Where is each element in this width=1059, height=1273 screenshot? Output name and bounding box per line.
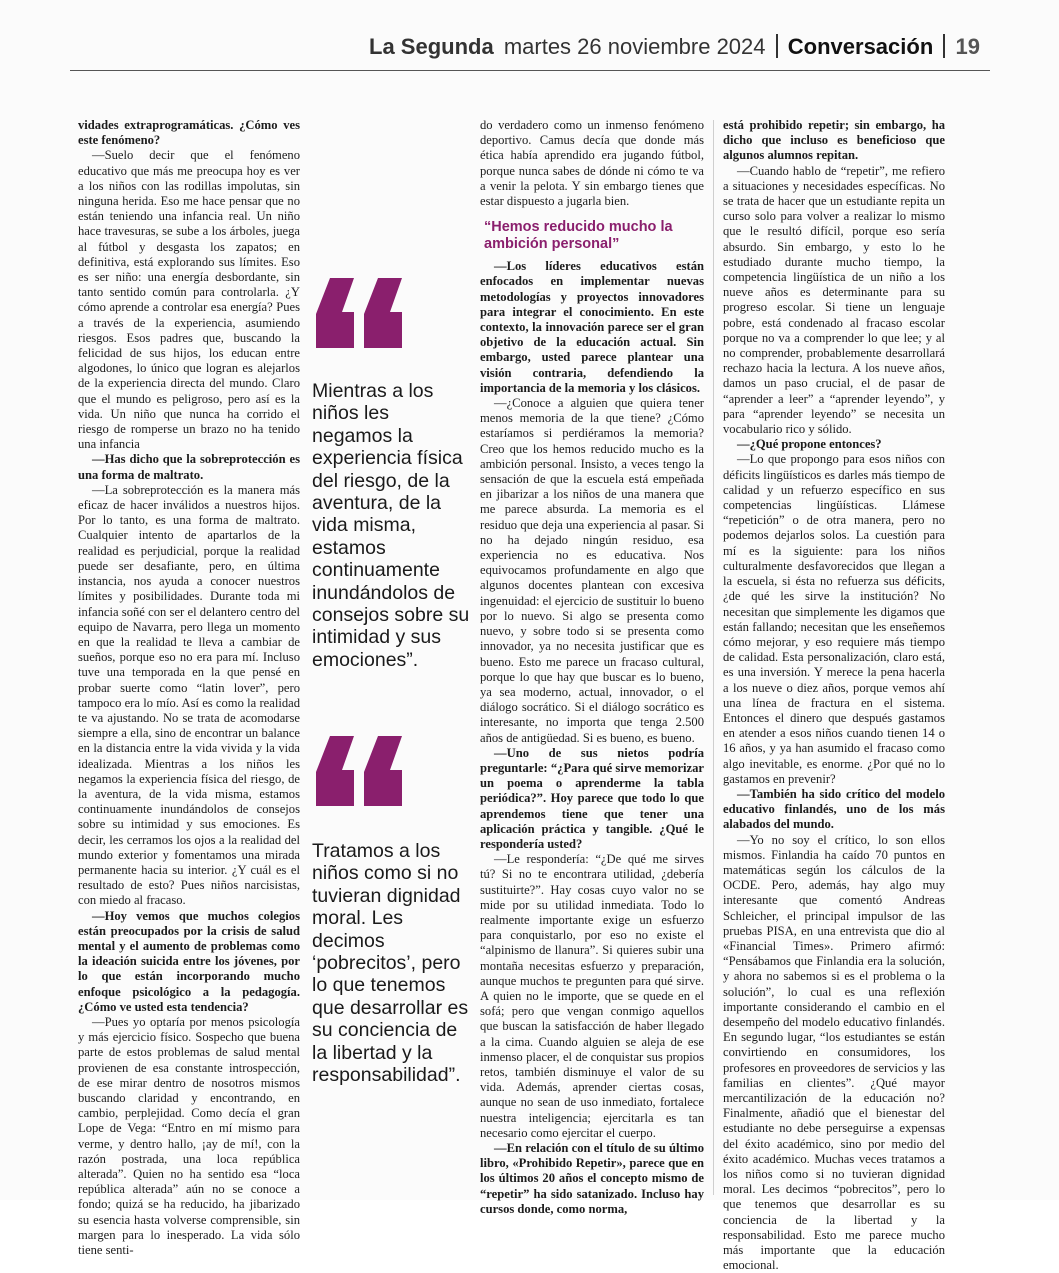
answer-paragraph: —Yo no soy el crítico, lo son ellos mismos. Finlandia ha caído 70 puntos en matemáticas según los cálculos de la OCDE. Pero, además, hay algo muy interesante que comentó Andreas Schleicher, el principal impulsor de las pruebas PISA, en una entrevista que dio al «Financial Times». Primero afirmó: “Pensábamos que Finlandia era la solución, y ahora no sabemos si es el problema o la solución”, lo cual es una reflexión importante considerando el cambio en el desempeño del modelo educativo finlandés. En segundo lugar, “los estudiantes se están convirtiendo en consumidores, los profesores en proveedores de servicios y las familias en clientes”. ¿Qué mayor mercantilización de la educación no? Finalmente, añadió que el bienestar del estudiante no debe perseguirse a expensas del éxito académico, sino por medio del éxito académico. Muchas veces tratamos a los niños como si no tuvieran dignidad moral. Les decimos “pobrecitos”, pero lo que tenemos que desarrollar es su conciencia de la libertad y la responsabilidad. Esto me parece mucho más importante que la educación emocional. — [723, 832, 945, 1273]
question-paragraph: vidades extraprogramáticas. ¿Cómo ves este fenómeno? — [78, 118, 300, 148]
answer-paragraph: —La sobreprotección es la manera más eficaz de hacer inválidos a nuestros hijos. Por lo tanto, es una forma de maltrato. Cualquier intento de apartarlos de la realidad es perjudicial, porque la realidad puede ser desafiante, pero, en última instancia, nos ayuda a conocer nuestros límites y posibilidades. Durante toda mi infancia soñé con ser el delantero centro del equipo de Navarra, pero llega un momento en que la realidad te lleva a cambiar de sueños, porque eso no era para mí. Incluso tuve una temporada en la que pensé en probar suerte como “latin lover”, pero tampoco era lo mío. Así es como la realidad te va ajustando. No se trata de acomodarse siempre a ella, sino de encontrar un balance en la distancia entre la vida vivida y la vida idealizada. Mientras a los niños les negamos la experiencia física del riesgo, de la aventura, de la vida misma, estamos continuamente inundándolos de consejos sobre su intimidad y sus emociones. Es decir, les cerramos los ojos a la realidad del mundo exterior y fomentamos una mirada permanente hacia su interior. ¿Y cuál es el resultado de esto? Pues niños narcisistas, con miedo al fracaso. — [78, 482, 300, 908]
answer-paragraph: —Suelo decir que el fenómeno educativo que más me preocupa hoy es ver a los niños con las rodillas impolutas, sin ninguna herida. Eso me hace pensar que no están teniendo una infancia real. Un niño hace travesuras, se sube a los árboles, juega al fútbol y desgasta los zapatos; en definitiva, está explorando sus límites. Eso es ser niño: una energía desbordante, sin tanto sentido común para controlarla. ¿Y cómo aprende a controlar esa energía? Pues a través de la experiencia, asumiendo riesgos. Esos padres que, buscando la felicidad de sus hijos, los educan entre algodones, lo único que logran es alejarlos de la experiencia directa del mundo. Claro que el mundo es peligroso, pero así es la vida. Un niño que nunca ha corrido el riesgo de romperse un brazo no ha tenido una infancia — [78, 148, 300, 452]
answer-paragraph: —Le respondería: “¿De qué me sirves tú? Si no te encontrara utilidad, ¿debería sustituirte?”. Hay cosas cuyo valor no se mide por su utilidad inmediata. Todo lo realmente importante exige un esfuerzo para conquistarlo, por eso no existe el “alpinismo de llanura”. Si quieres subir una montaña necesitas esfuerzo y preparación, aunque muchos te pregunten para qué sirve. A quien no le importe, que se quede en el sofá; pero que vengan conmigo aquellos que buscan la satisfacción de haber llegado a la cima. Cuando alguien se aleja de ese inmenso placer, el de conquistar sus propios retos, también disminuye el valor de su vida. Además, aprender ciertas cosas, aunque no sean de uso inmediato, fortalece nuestra inteligencia; ejercitarla es tan necesario como ejercitar el cuerpo. — [480, 852, 704, 1140]
question-paragraph: —En relación con el título de su último libro, «Prohibido Repetir», parece que en los últimos 20 años el concepto mismo de “repetir” ha sido satanizado. Incluso hay cursos donde, como norma, — [480, 1141, 704, 1216]
section-name: Conversación — [787, 34, 934, 59]
article-column-1 — [78, 118, 300, 1258]
page-header — [70, 30, 990, 71]
pull-quote: Tratamos a los niños como si no tuvieran dignidad moral. Les decimos ‘pobrecitos’, pero lo que tenemos que desarrollar es su conciencia de la libertad y la responsabilidad”. — [312, 840, 469, 1087]
question-paragraph: —¿Qué propone entonces? — [737, 437, 882, 452]
issue-date: martes 26 noviembre 2024 — [503, 34, 766, 59]
question-paragraph: —Uno de sus nietos podría preguntarle: “¿Para qué sirve memorizar un poema o aprenderme la tabla periódica?”. Hoy parece que todo lo que aprendemos tiene que tener una aplicación práctica y tangible. ¿Qué le respondería usted? — [480, 745, 704, 851]
answer-paragraph: do verdadero como un inmenso fenómeno deportivo. Camus decía que donde más ética había aprendido era jugando fútbol, porque nunca sabes de dónde ni cómo te va a venir la pelota. Y sin embargo tienes que estar dispuesto a jugarla bien. — [480, 118, 704, 209]
answer-paragraph: —Pues yo optaría por menos psicología y más ejercicio físico. Sospecho que buena parte de estos problemas de salud mental provienen de esa constante introspección, de ese mirar dentro de nosotros mismos buscando claridad y encontrando, en cambio, perplejidad. Como decía el gran Lope de Vega: “Entro en mí mismo para verme, y dentro hallo, ¡ay de mí!, con la razón postrada, una loca república alterada”. Quien no ha sentido esa “loca república alterada” aún no se conoce a fondo; quizá se ha reducido, ha jibarizado su esencia hasta volverse comprensible, sin margen para lo inesperado. La vida sólo tiene senti- — [78, 1014, 300, 1258]
column-divider — [713, 120, 714, 1195]
pull-quote: Mientras a los niños les negamos la experiencia física del riesgo, de la aventura, de la vida misma, estamos continuamente inundándolos de consejos sobre su intimidad y sus emociones”. — [312, 380, 470, 671]
header-divider — [776, 34, 778, 58]
page-number: 19 — [955, 34, 980, 59]
article-column-4 — [723, 118, 945, 1273]
subheading: “Hemos reducido mucho la ambición personal” — [484, 219, 673, 253]
quote-mark-icon — [312, 270, 422, 350]
article-column-3 — [480, 118, 704, 1216]
answer-paragraph: —¿Conoce a alguien que quiera tener menos memoria de la que tiene? ¿Cómo estaríamos si perdiéramos la memoria? Creo que los hemos reducido mucho es la ambición personal. Insisto, a veces tengo la sensación de que la escuela está empeñada en jibarizar a los niños de una manera que me parece absurda. La memoria es el residuo que deja una experiencia al pasar. Si no ha dejado ningún residuo, esa experiencia no es educativa. Nos equivocamos profundamente en algo que algunos docentes plantean con excesiva ingenuidad: el ejercicio de sustituir lo bueno por lo nuevo. Si algo se presenta como nuevo, y sobre todo si se presenta como innovador, ya no necesita justificar que es bueno. Esto me parece un fracaso cultural, porque lo que hay que buscar es lo bueno, ya sea moderno, actual, innovador, o el diálogo socrático. Si el diálogo socrático es interesante, no importa que tenga 2.500 años de antigüedad. Si es bueno, es bueno. — [480, 396, 704, 745]
answer-paragraph: —Lo que propongo para esos niños con déficits lingüísticos es darles más tiempo de calidad y un refuerzo específico en sus competencias lingüísticas. Llámese “repetición” o de otra manera, pero no podemos dejarlos solos. La cuestión para mí es la siguiente: para los niños culturalmente desfavorecidos que llegan a la escuela, si ésta no refuerza sus déficits, ¿de qué les sirve la institución? No necesitan que simplemente les digamos que están fallando; necesitan que les enseñemos cómo mejorar, y eso requiere más tiempo de calidad. Esta personalización, claro está, es una inversión. Y merece la pena hacerla a los nueve o diez años, porque vemos ahí una línea de fractura en el sistema. Entonces el dinero que después gastamos en atender a esos niños cuando tienen 14 o 16 años, y ya han asumido el fracaso como algo inevitable, es enorme. ¿Por qué no lo gastamos en prevenir? — [723, 452, 945, 786]
question-paragraph: —También ha sido crítico del modelo educativo finlandés, uno de los más alabados del mundo. — [723, 786, 945, 832]
question-paragraph: —Hoy vemos que muchos colegios están preocupados por la crisis de salud mental y el aumento de problemas como la ideación suicida entre los jóvenes, por lo que están incorporando mucho enfoque psicológico a la pedagogía. ¿Cómo ve usted esta tendencia? — [78, 908, 300, 1014]
newspaper-brand: La Segunda — [369, 34, 494, 59]
question-paragraph: —Los líderes educativos están enfocados en implementar nuevas metodologías y proyectos innovadores para integrar el conocimiento. En este contexto, la innovación parece ser el gran objetivo de la educación actual. Sin embargo, usted parece plantear una visión contraria, defendiendo la importancia de la memoria y los clásicos. — [480, 259, 704, 395]
question-paragraph: —Has dicho que la sobreprotección es una forma de maltrato. — [78, 452, 300, 482]
answer-paragraph: —Cuando hablo de “repetir”, me refiero a situaciones y necesidades específicas. No se trata de hacer que un estudiante repita un curso solo para volver a realizar lo mismo que le resultó difícil, porque eso sería absurdo. Sin embargo, y esto lo he estudiado durante mucho tiempo, la competencia lingüística de un niño a los nueve años es determinante para su progreso escolar. Si tiene un lenguaje pobre, está condenado al fracaso escolar porque no va a comprender lo que lee; y al no comprender, probablemente desarrollará rechazo hacia la lectura. A los nueve años, damos un paso crucial, el de pasar de “aprender a leer” a “aprender leyendo”, y para “aprender leyendo” se necesita un vocabulario rico y sólido. — [723, 163, 945, 437]
header-info — [369, 34, 980, 60]
question-paragraph: está prohibido repetir; sin embargo, ha dicho que incluso es beneficioso que algunos alumnos repitan. — [723, 118, 945, 163]
header-divider — [943, 34, 945, 58]
quote-mark-icon — [312, 728, 422, 808]
